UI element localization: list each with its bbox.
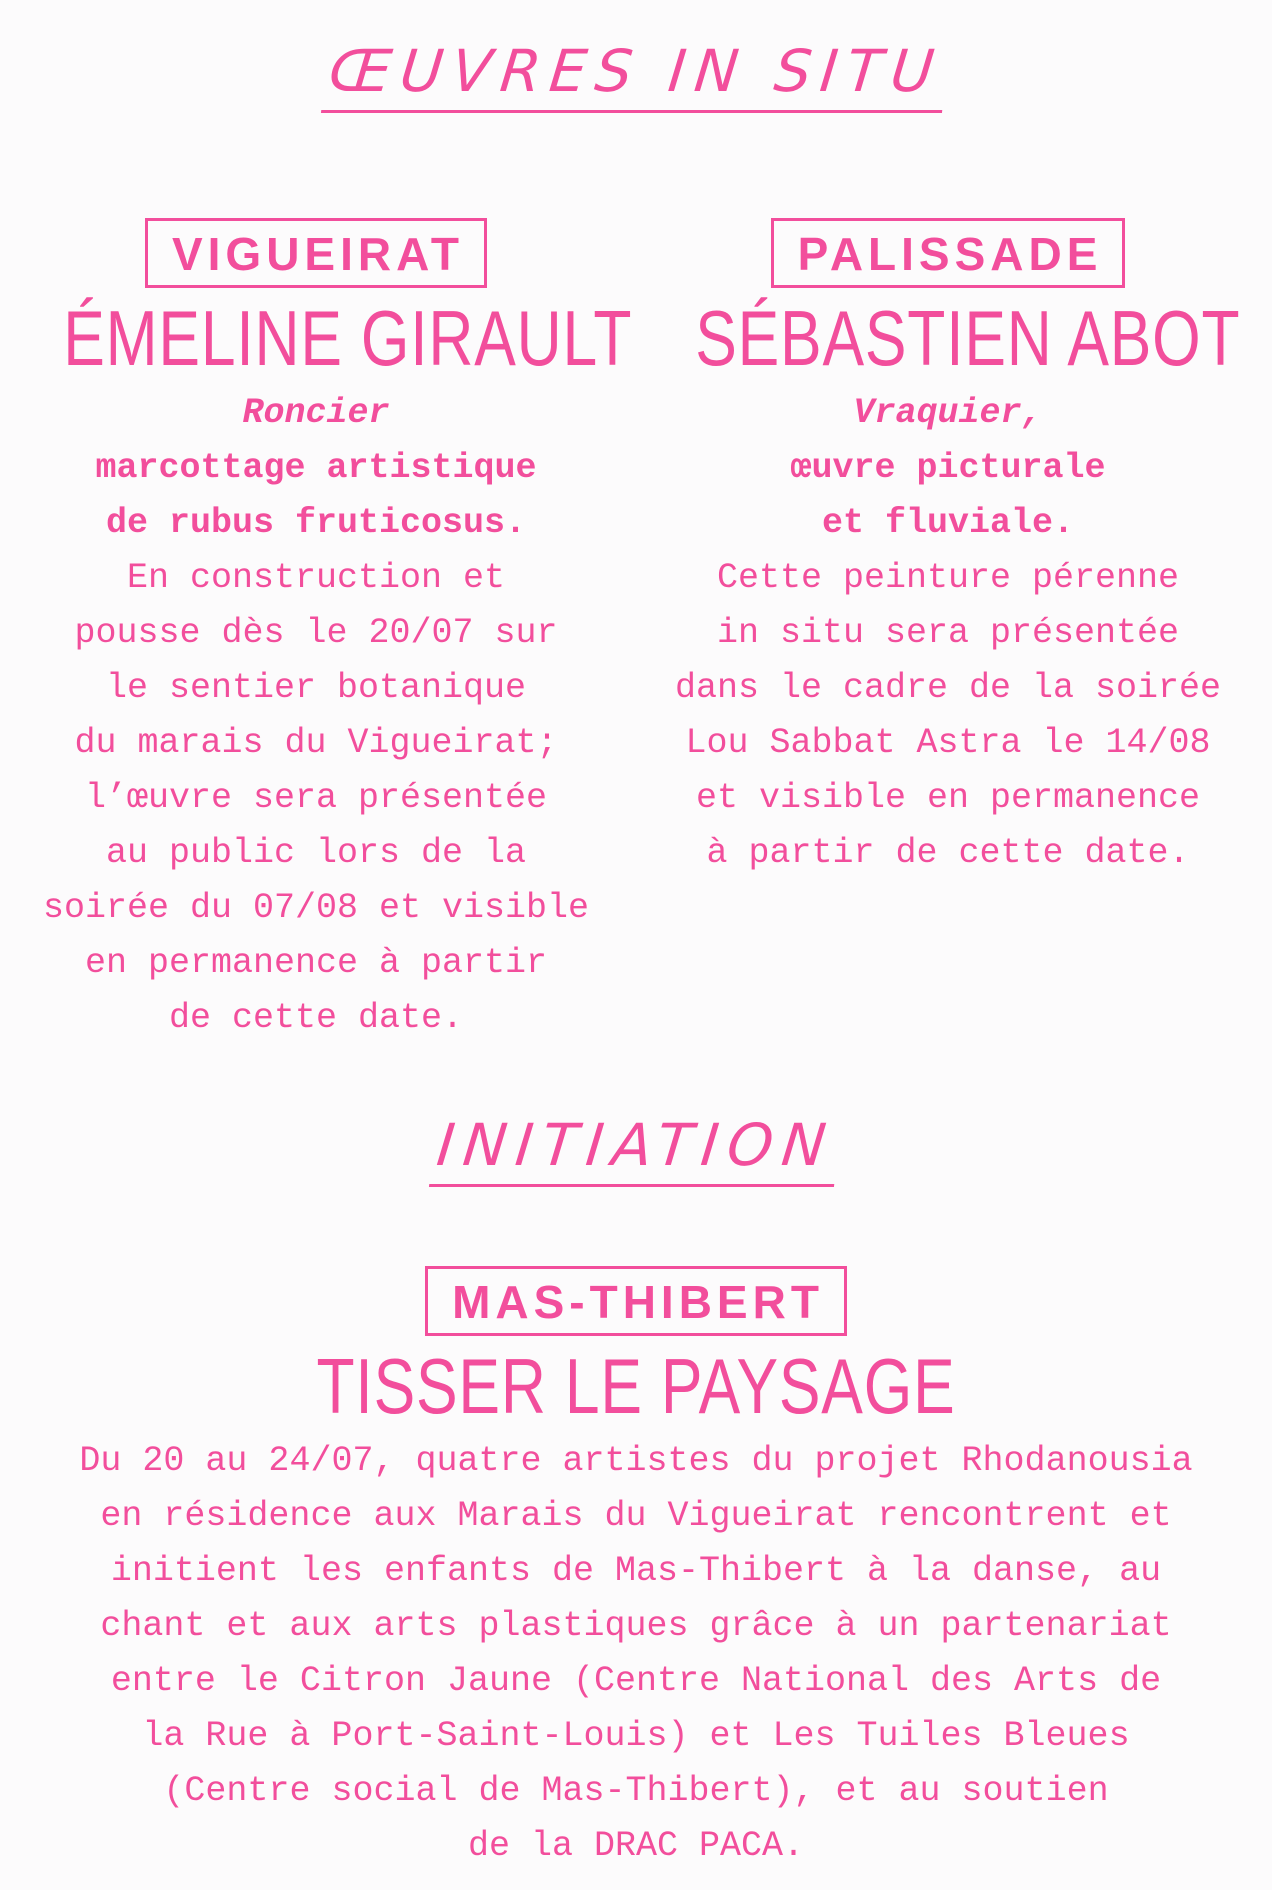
- location-tag-palissade: PALISSADE: [771, 218, 1126, 288]
- artist-name-emeline-girault: ÉMELINE GIRAULT: [63, 294, 633, 382]
- artwork-description: En construction et pousse dès le 20/07 sur le sentier botanique du marais du Vigueirat; l’œuvre sera présentée au public lors de la soirée du 07/08 et visible en permanence à partir de cette date.: [42, 558, 590, 1038]
- artwork-title-vraquier: Vraquier,: [853, 393, 1043, 433]
- location-tag-mas-thibert: MAS-THIBERT: [425, 1266, 847, 1336]
- artwork-subtitle: œuvre picturale et fluviale.: [790, 448, 1106, 543]
- artwork-palissade: [632, 218, 1264, 881]
- initiation-mas-thibert: [0, 1266, 1272, 1874]
- section-title-text: ŒUVRES IN SITU: [321, 36, 950, 113]
- section-title-initiation: [0, 1110, 1272, 1187]
- artwork-description: Cette peinture pérenne in situ sera présentée dans le cadre de la soirée Lou Sabbat Astra le 14/08 et visible en permanence à partir de cette date.: [674, 558, 1222, 873]
- artwork-vigueirat: [0, 218, 632, 1046]
- artwork-title-roncier: Roncier: [242, 393, 390, 433]
- artist-name-sebastien-abot: SÉBASTIEN ABOT: [695, 294, 1241, 382]
- section-title-text: INITIATION: [429, 1110, 842, 1187]
- initiation-description: Du 20 au 24/07, quatre artistes du projet Rhodanousia en résidence aux Marais du Vigueirat rencontrent et initient les enfants de Mas-Thibert à la danse, au chant et aux arts plastiques grâce à un partenariat entre le Citron Jaune (Centre National des Arts de la Rue à Port-Saint-Louis) et Les Tuiles Bleues (Centre social de Mas-Thibert), et au soutien de la DRAC PACA.: [79, 1441, 1193, 1866]
- section-title-oeuvres-in-situ: [0, 36, 1272, 113]
- artwork-subtitle: marcottage artistique de rubus fruticosus.: [95, 448, 537, 543]
- location-tag-vigueirat: VIGUEIRAT: [145, 218, 487, 288]
- initiation-title: TISSER LE PAYSAGE: [316, 1342, 956, 1430]
